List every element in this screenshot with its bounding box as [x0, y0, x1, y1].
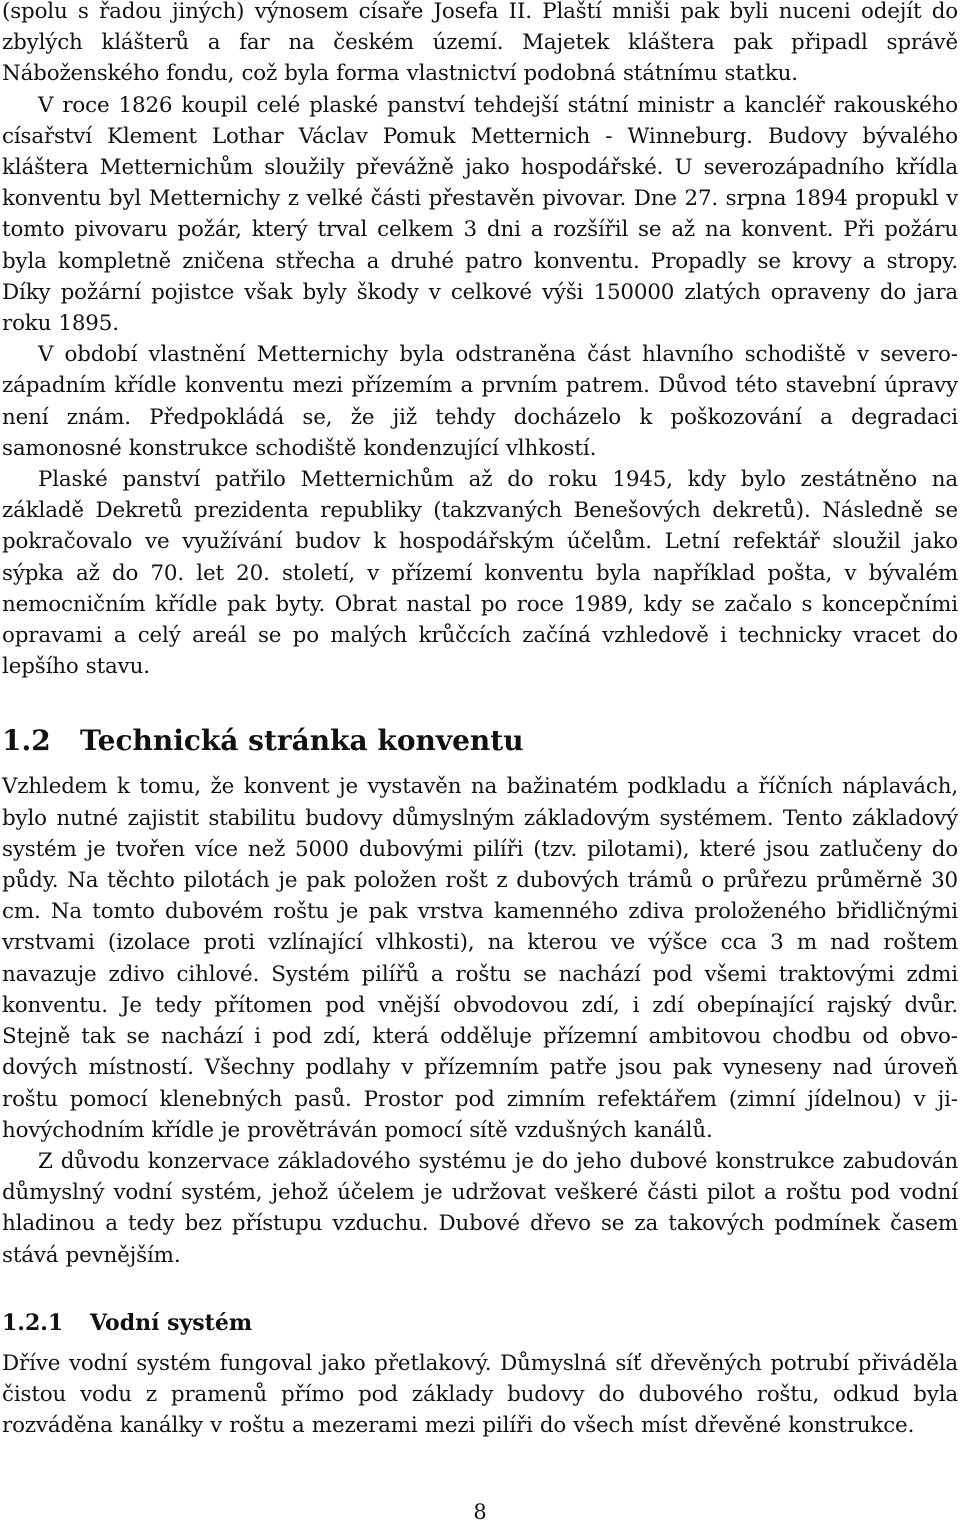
section-number: 1.2	[2, 724, 51, 758]
paragraph-water-system: Dříve vodní systém fungoval jako přetlakový. Důmyslná síť dřevěných potrubí přiváděla čistou vodu z pramenů přímo pod základy budovy do dubového roštu, odkud byla rozváděna kanálky v roštu a mezerami mezi pilíři do všech míst dřevěné konstrukce.	[2, 1350, 958, 1439]
subsection-heading	[2, 1308, 958, 1338]
paragraph-foundation-conservation: Z důvodu konzervace základového systému je do jeho dubové konstrukce zabudován důmyslný vodní systém, jehož účelem je udržovat veškeré části pilot a roštu pod vodní hladinou a tedy bez přístupu vzduchu. Dubové dřevo se za takových podmínek časem stává pevnějším.	[2, 1148, 958, 1268]
paragraph-nationalization: Plaské panství patřilo Metternichům až do roku 1945, kdy bylo zestátněno na základě Dekretů prezidenta republiky (takzvaných Benešových dekretů). Následně se pokračovalo ve využívání budov k hospodářským účelům. Letní refektář sloužil jako sýpka až do 70. let 20. století, v přízemí konventu byla například pošta, v bývalém nemocničním křídle pak byty. Obrat nastal po roce 1989, kdy se začalo s koncepčními opravami a celý areál se po malých krůčcích začíná vzhledově i technicky vracet do lepšího stavu.	[2, 467, 958, 680]
section-title: Technická stránka konventu	[80, 724, 524, 758]
paragraph-metternich-purchase: V roce 1826 koupil celé plaské panství tehdejší státní ministr a kancléř rakouského císařství Klement Lothar Václav Pomuk Metternich - Winneburg. Budovy bývalého kláštera Metternichům sloužily převážně jako hospodářské. U severozápadního křídla konventu byl Metternichy z velké části přestavěn pivovar. Dne 27. srpna 1894 propukl v tomto pivovaru požár, který trval celkem 3 dni a rozšířil se až na konvent. Při požáru byla kompletně zničena střecha a druhé patro konventu. Propadly se krovy a stropy. Díky požární pojistce však byly škody v celkové výši 150000 zlatých opraveny do jara roku 1895.	[2, 92, 958, 337]
paragraph-dissolution: (spolu s řadou jiných) výnosem císaře Josefa II. Plaští mniši pak byli nuceni odejít do zbylých klášterů a far na českém území. Majetek kláštera pak připadl správě Náboženského fondu, což byla forma vlastnictví podobná státnímu statku.	[2, 0, 958, 87]
subsection-number: 1.2.1	[2, 1309, 64, 1336]
subsection-title: Vodní systém	[90, 1309, 253, 1336]
page-number: 8	[473, 1500, 487, 1524]
section-heading	[2, 723, 958, 759]
paragraph-foundation-system: Vzhledem k tomu, že konvent je vystavěn na bažinatém podkladu a říčních náplavách, bylo nutné zajistit stabilitu budovy důmyslným základovým systémem. Tento základový systém je tvořen více než 5000 dubovými pilíři (tzv. pilotami), které jsou zatlučeny do půdy. Na těchto pilotách je pak položen rošt z dubových trámů o průřezu průměrně 30 cm. Na tomto dubovém roštu je pak vrstva kamenného zdiva proloženého břidličnými vrstvami (izolace proti vzlínající vlhkosti), na kterou ve výšce cca 3 m nad roštem navazuje zdivo cihlové. Systém pilířů a roštu se nachází pod všemi traktovými zdmi konventu. Je tedy přítomen pod vnější obvodovou zdí, i zdí obepínající rajský dvůr. Stejně tak se nachází i pod zdí, která odděluje přízemní ambitovou chodbu od obvodových místností. Všechny podlahy v přízemním patře jsou pak vyneseny nad úroveň roštu pomocí klenebných pasů. Prostor pod zimním refektářem (zimní jídelnou) v jihovýchodním křídle je provětráván pomocí sítě vzdušných kanálů.	[2, 774, 958, 1143]
paragraph-staircase-removal: V období vlastnění Metternichy byla odstraněna část hlavního schodiště v severozápadním křídle konventu mezi přízemím a prvním patrem. Důvod této stavební úpravy není znám. Předpokládá se, že již tehdy docházelo k poškozování a degradaci samonosné konstrukce schodiště kondenzující vlhkostí.	[2, 342, 958, 461]
